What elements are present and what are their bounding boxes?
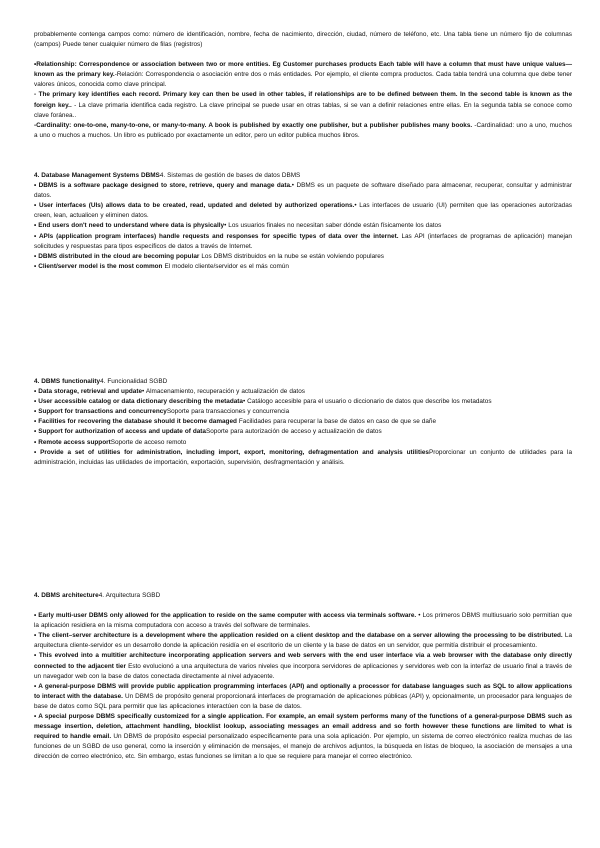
dbms-item-5-en: • Client/server model is the most common	[34, 262, 163, 270]
section-architecture-heading	[34, 591, 572, 601]
arch-item-2-en: • This evolved into a multitier architecture incorporating application servers and web servers with the end user interface via a web browser with the database only directly connected to the adjacent tier	[34, 652, 572, 670]
primary-key-es: - La clave primaria identifica cada registro. La clave principal se puede usar en otras tablas, si se van a definir relaciones entre ellas. En la segunda tabla se conoce como clave foránea..	[34, 101, 572, 119]
cardinality-en: -Cardinality: one-to-one, many-to-one, or many-to-many. A book is published by exactly one publisher, but a publisher publishes many books.	[34, 121, 473, 129]
func-item-3-es: Facilidades para recuperar la base de datos en caso de que se dañe	[238, 418, 436, 426]
arch-item-1-es: La arquitectura cliente-servidor es un desarrollo donde la aplicación residía en el escritorio de un cliente y la base de datos en un servidor, que permitía distribuir el procesamiento.	[34, 632, 572, 650]
dbms-item-2-en: • End users don't need to understand where data is physically	[34, 222, 225, 230]
arch-item-2-es: Esto evolucionó a una arquitectura de varios niveles que incorpora servidores de aplicaciones y servidores web con la interfaz de usuario final a través de un navegador web con la base de datos conectada directamente al nivel adyacente.	[34, 662, 572, 680]
section-functionality	[34, 377, 572, 468]
section-dbms-heading-es: 4. Sistemas de gestión de bases de datos DBMS	[159, 172, 301, 179]
dbms-item-4	[34, 252, 572, 262]
arch-item-1-en: • The client–server architecture is a development where the application resided on a client desktop and the database on a server allowing the processing to be distributed.	[34, 632, 563, 640]
func-item-2	[34, 407, 572, 417]
func-item-6-en: • Provide a set of utilities for administration, including import, export, monitoring, defragmentation and analysis utilities	[34, 448, 429, 456]
func-item-6	[34, 448, 572, 468]
dbms-item-3-en: • APIs (application program interfaces) handle requests and responses for specific types of data over the internet.	[34, 232, 399, 240]
dbms-item-2	[34, 221, 572, 231]
func-item-0	[34, 387, 572, 397]
dbms-item-0	[34, 181, 572, 201]
arch-item-2	[34, 651, 572, 681]
section-dbms	[34, 171, 572, 272]
section-dbms-heading	[34, 171, 572, 181]
section-functionality-heading-es: 4. Funcionalidad SGBD	[100, 378, 168, 385]
section-architecture-heading-es: 4. Arquitectura SGBD	[98, 592, 161, 599]
cardinality-paragraph	[34, 121, 572, 141]
relationship-en: •Relationship: Correspondence or association between two or more entities. Eg Customer purchases products Each table will have a column that must have unique values—known as the primary key.	[34, 61, 572, 79]
func-item-2-en: • Support for transactions and concurrency	[34, 408, 167, 416]
dbms-item-5	[34, 262, 572, 272]
intro-block	[34, 30, 572, 141]
dbms-item-1	[34, 201, 572, 221]
intro-paragraph: probablemente contenga campos como: número de identificación, nombre, fecha de nacimiento, dirección, ciudad, número de teléfono, etc. Una tabla tiene un número fijo de columnas (campos) Puede tener cualquier número de filas (registros)	[34, 31, 572, 49]
func-item-5-es: Soporte de acceso remoto	[110, 438, 187, 446]
section-functionality-heading	[34, 377, 572, 387]
func-item-4	[34, 427, 572, 437]
relationship-paragraph	[34, 60, 572, 90]
func-item-4-es: Soporte para autorización de acceso y actualización de datos	[205, 428, 382, 436]
func-item-5	[34, 438, 572, 448]
section-architecture	[34, 591, 572, 763]
relationship-es: -Relación: Correspondencia o asociación entre dos o más entidades. Por ejemplo, el cliente compra productos. Cada tabla tendrá una columna que debe tener valores únicos, conocida como clave principal.	[34, 71, 572, 89]
func-item-3	[34, 417, 572, 427]
arch-item-0-en: • Early multi-user DBMS only allowed for the application to reside on the same computer with access via terminals software.	[34, 612, 417, 620]
section-architecture-heading-en: 4. DBMS architecture	[34, 592, 99, 599]
arch-item-4-en: • A special purpose DBMS specifically customized for a single application. For example, an email system performs many of the functions of a general-purpose DBMS such as message insertion, deletion, attachment handling, blocklist lookup, associating messages an email address and so forth however these functions are limited to what is required to handle email.	[34, 713, 572, 741]
primary-key-paragraph	[34, 90, 572, 120]
cardinality-es: -Cardinalidad: uno a uno, muchos a uno o muchos a muchos. Un libro es publicado por exactamente un editor, pero un editor publica muchos libros.	[34, 121, 572, 139]
func-item-1-es: • Catálogo accesible para el usuario o diccionario de datos que describe los metadatos	[242, 398, 492, 406]
dbms-item-1-es: • Las interfaces de usuario (UI) permiten que las operaciones autorizadas creen, lean, actualicen y eliminen datos.	[34, 202, 572, 220]
func-item-1	[34, 397, 572, 407]
dbms-item-3	[34, 232, 572, 252]
dbms-item-0-es: • DBMS es un paquete de software diseñado para almacenar, recuperar, consultar y administrar datos.	[34, 182, 572, 200]
primary-key-en: - The primary key identifies each record. Primary key can then be used in other tables, if relationships are to be defined between them. In the second table is known as the foreign key..	[34, 91, 572, 109]
section-functionality-heading-en: 4. DBMS functionality	[34, 378, 101, 385]
arch-item-0-es: • Los primeros DBMS multiusuario solo permitían que la aplicación residiera en la misma computadora con acceso a través del software de terminales.	[34, 612, 573, 630]
arch-item-0	[34, 611, 572, 631]
dbms-item-4-en: • DBMS distributed in the cloud are becoming popular	[34, 252, 200, 260]
func-item-5-en: • Remote access support	[34, 438, 111, 446]
arch-item-4-es: Un DBMS de propósito especial personalizado específicamente para una sola aplicación. Por ejemplo, un sistema de correo electrónico realiza muchas de las funciones de un SGBD de uso general, como la inserción y eliminación de mensajes, el manejo de archivos adjuntos, la búsqueda en listas de bloqueo, la asociación de mensajes a una dirección de correo electrónico, etc. Sin embargo, estas funciones se limitan a lo que se requiere para manejar el correo electrónico.	[34, 733, 573, 761]
func-item-2-es: Soporte para transacciones y concurrencia	[166, 408, 290, 416]
dbms-item-4-es: Los DBMS distribuidos en la nube se están volviendo populares	[201, 252, 384, 260]
dbms-item-0-en: • DBMS is a software package designed to store, retrieve, query and manage data.	[34, 182, 292, 190]
func-item-1-en: • User accessible catalog or data dictionary describing the metadata	[34, 398, 243, 406]
dbms-item-2-es: • Los usuarios finales no necesitan saber dónde están físicamente los datos	[224, 222, 442, 230]
arch-item-3-en: • A general-purpose DBMS will provide public application programming interfaces (API) and optionally a processor for database languages such as SQL to allow applications to interact with the database.	[34, 682, 572, 700]
func-item-0-es: • Almacenamiento, recuperación y actualización de datos	[142, 388, 305, 396]
arch-item-4	[34, 712, 572, 762]
func-item-0-en: • Data storage, retrieval and update	[34, 388, 143, 396]
func-item-3-en: • Facilities for recovering the database should it become damaged	[34, 418, 237, 426]
section-dbms-heading-en: 4. Database Management Systems DBMS	[34, 172, 160, 179]
arch-item-3	[34, 682, 572, 712]
arch-item-3-es: Un DBMS de propósito general proporcionará interfaces de programación de aplicaciones públicas (API) y, opcionalmente, un procesador para lenguajes de base de datos como SQL para permitir que las aplicaciones interactúen con la base de datos.	[34, 692, 572, 710]
dbms-item-3-es: Las API (interfaces de programas de aplicación) manejan solicitudes y respuestas para tipos específicos de datos a través de Internet.	[34, 232, 572, 250]
func-item-4-en: • Support for authorization of access and update of data	[34, 428, 206, 436]
func-item-6-es: Proporcionar un conjunto de utilidades para la administración, incluidas las utilidades de importación, exportación, supervisión, desfragmentación y análisis.	[34, 448, 572, 466]
dbms-item-1-en: • User interfaces (UIs) allows data to be created, read, updated and deleted by authorized operations.	[34, 202, 355, 210]
arch-item-1	[34, 631, 572, 651]
dbms-item-5-es: El modelo cliente/servidor es el más común	[164, 262, 289, 270]
